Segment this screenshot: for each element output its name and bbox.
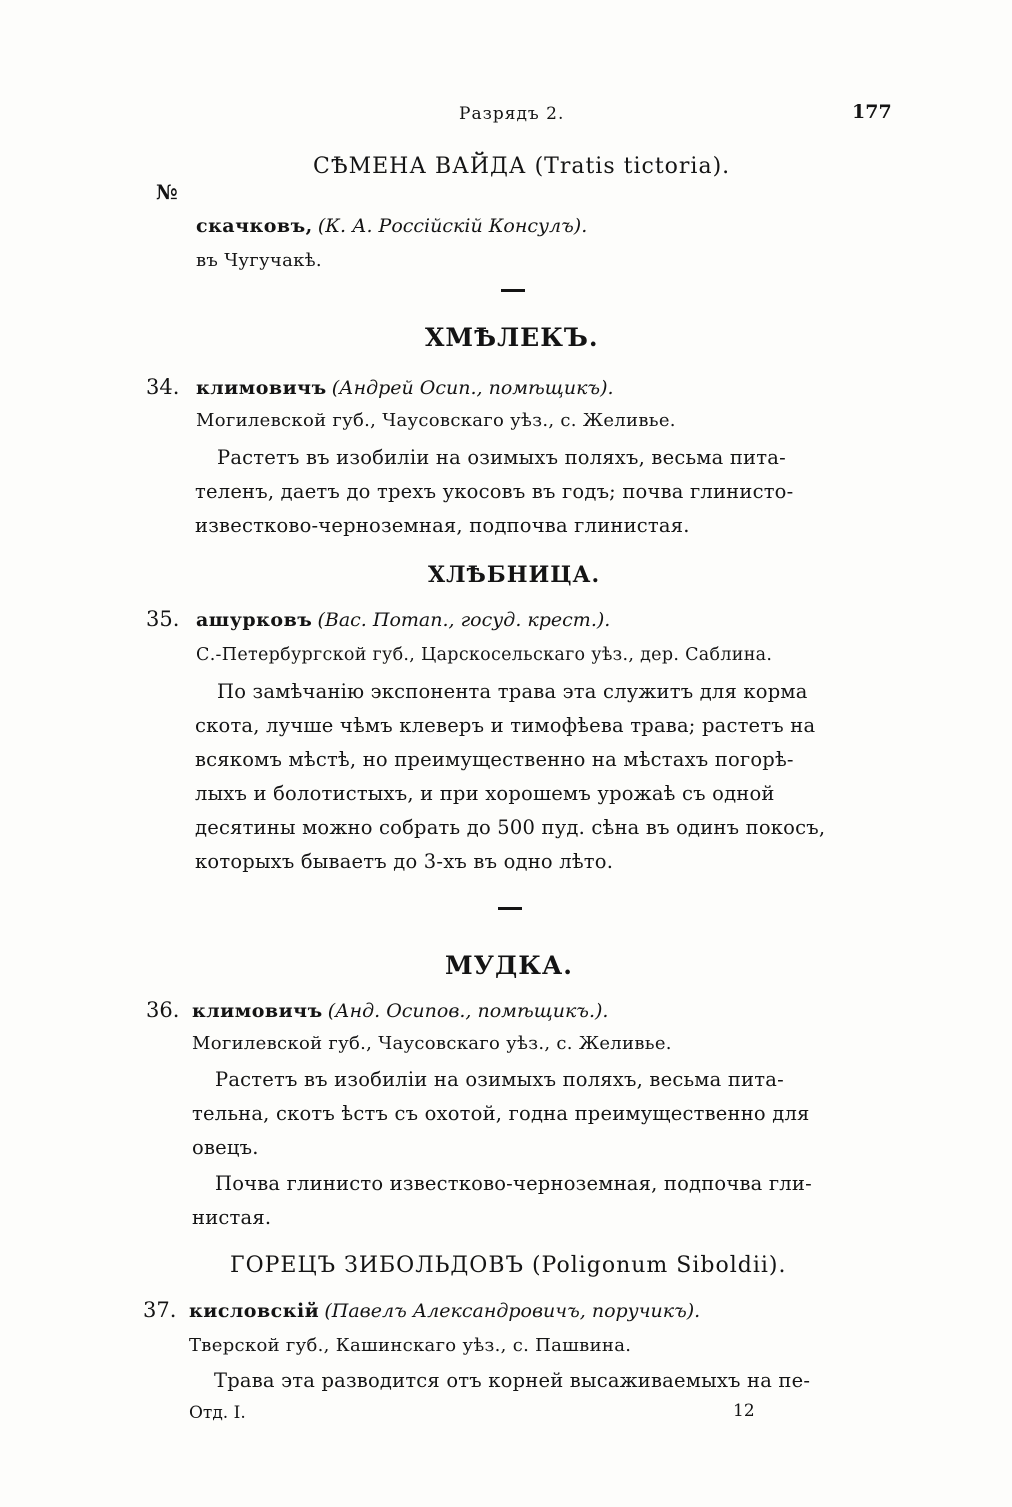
entry-number: 34. [146, 375, 180, 399]
text-line: Растетъ въ изобиліи на озимыхъ поляхъ, весьма пита- [215, 1068, 784, 1091]
number-column-label: № [156, 180, 178, 204]
text-line: всякомъ мѣстѣ, но преимущественно на мѣстахъ погорѣ- [195, 748, 794, 771]
text-line: скота, лучше чѣмъ клеверъ и тимофѣева трава; растетъ на [195, 714, 816, 737]
section-divider [501, 289, 525, 292]
section-heading: МУДКА. [445, 951, 573, 980]
entry-number: 37. [143, 1298, 177, 1322]
exhibitor-name: скачковъ, [196, 215, 313, 237]
text-line: Трава эта разводится отъ корней высаживаемыхъ на пе- [214, 1369, 811, 1392]
footer-section-mark: Отд. I. [189, 1403, 246, 1423]
exhibitor-name: ашурковъ [196, 609, 313, 631]
text-line: известково-черноземная, подпочва глинистая. [195, 514, 690, 537]
entry-location: С.-Петербургской губ., Царскосельскаго уѣз., дер. Саблина. [196, 645, 773, 665]
exhibitor-description: (Павелъ Александровичъ, поручикъ). [324, 1300, 701, 1322]
exhibitor-description: (К. А. Россійскій Консулъ). [317, 215, 588, 237]
entry-location: Могилевской губ., Чаусовскаго уѣз., с. Желивье. [192, 1033, 672, 1054]
running-head: Разрядъ 2. [459, 104, 565, 124]
text-line: Растетъ въ изобиліи на озимыхъ поляхъ, весьма пита- [217, 446, 786, 469]
exhibitor-description: (Анд. Осипов., помѣщикъ.). [327, 1000, 609, 1022]
section-heading: СѢМЕНА ВАЙДА (Tratis tictoria). [313, 154, 731, 179]
section-heading: ХМѢЛЕКЪ. [425, 323, 599, 352]
text-line: которыхъ бываетъ до 3-хъ въ одно лѣто. [195, 850, 614, 873]
footer-signature-mark: 12 [733, 1401, 755, 1421]
text-line: нистая. [192, 1206, 272, 1229]
page-number: 177 [852, 101, 892, 123]
section-heading: ХЛѢБНИЦА. [428, 562, 601, 588]
exhibitor-description: (Андрей Осип., помѣщикъ). [331, 377, 614, 399]
exhibitor-name: кисловскій [189, 1300, 320, 1322]
entry-location: въ Чугучакѣ. [196, 250, 322, 271]
entry-header [192, 1000, 608, 1022]
text-line: тельна, скотъ ѣстъ съ охотой, годна преимущественно для [192, 1102, 810, 1125]
section-heading: ГОРЕЦЪ ЗИБОЛЬДОВЪ (Poligonum Siboldii). [230, 1253, 787, 1278]
section-divider [498, 907, 522, 910]
entry-header [196, 215, 587, 237]
text-line: Почва глинисто известково-черноземная, подпочва гли- [215, 1172, 812, 1195]
entry-number: 35. [146, 607, 180, 631]
entry-header [196, 609, 610, 631]
entry-number: 36. [146, 998, 180, 1022]
exhibitor-name: климовичъ [192, 1000, 323, 1022]
text-line: десятины можно собрать до 500 пуд. сѣна въ одинъ покосъ, [195, 816, 826, 839]
text-line: лыхъ и болотистыхъ, и при хорошемъ урожаѣ съ одной [195, 782, 775, 805]
text-line: теленъ, даетъ до трехъ укосовъ въ годъ; почва глинисто- [195, 480, 794, 503]
entry-location: Могилевской губ., Чаусовскаго уѣз., с. Желивье. [196, 410, 676, 431]
text-line: овецъ. [192, 1136, 259, 1159]
text-line: По замѣчанію экспонента трава эта служитъ для корма [217, 680, 808, 703]
exhibitor-description: (Вас. Потап., госуд. крест.). [317, 609, 611, 631]
entry-header [189, 1300, 700, 1322]
exhibitor-name: климовичъ [196, 377, 327, 399]
entry-header [196, 377, 614, 399]
entry-location: Тверской губ., Кашинскаго уѣз., с. Пашвина. [189, 1335, 632, 1356]
